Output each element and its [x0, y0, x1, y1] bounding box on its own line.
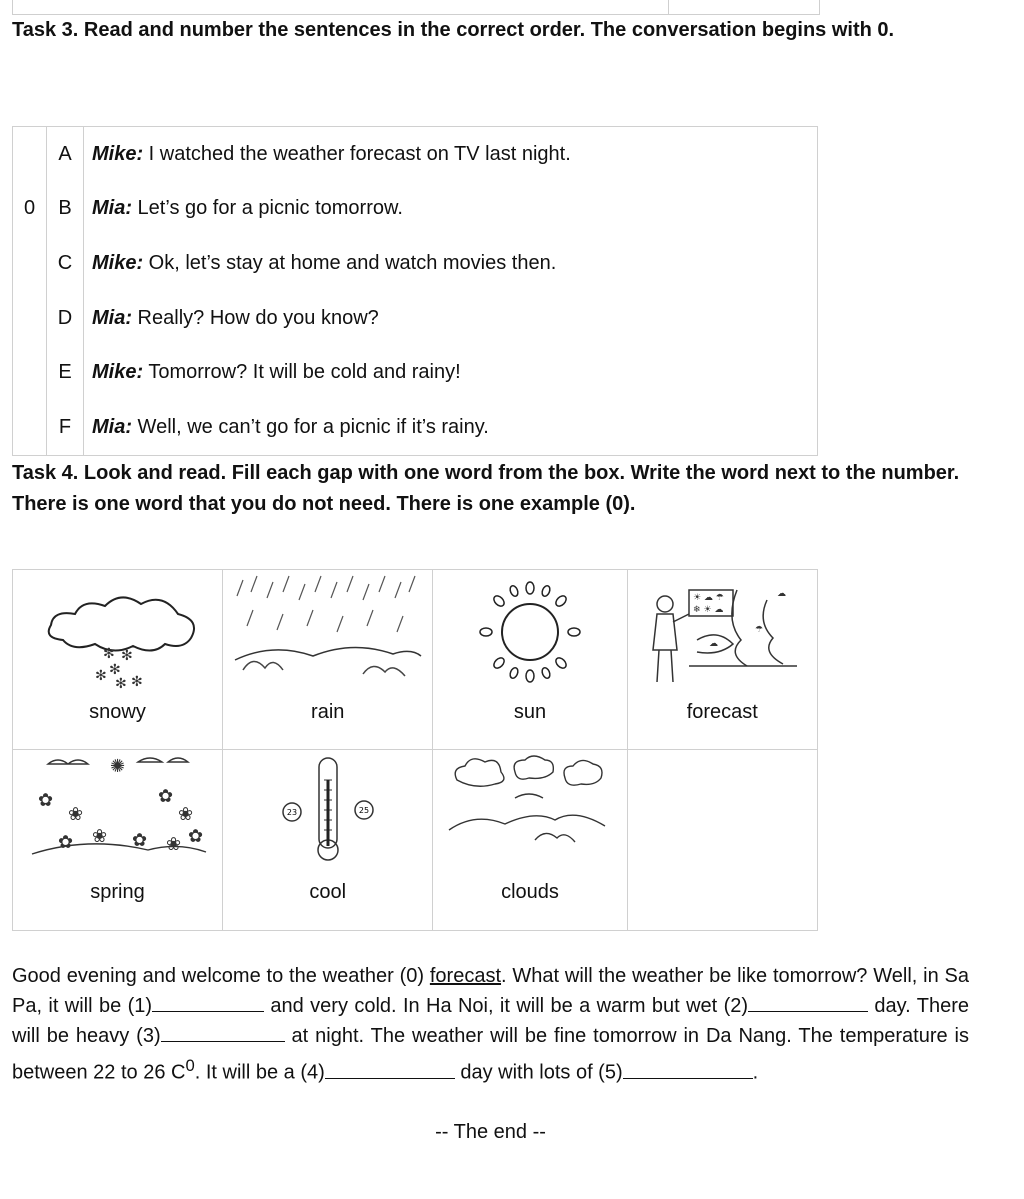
sentence-text: I watched the weather forecast on TV last night.	[143, 142, 571, 165]
word-card-snowy	[13, 570, 223, 750]
sentence-text: Tomorrow? It will be cold and rainy!	[143, 361, 461, 384]
clouds-icon	[445, 750, 615, 875]
svg-text:☁: ☁	[777, 589, 787, 599]
dialogue-table	[12, 126, 818, 456]
svg-text:✻: ✻	[120, 648, 133, 664]
passage-text: at night. The weather will be fine tomorrow in Da Nang. The temperature is between 22 to 26 C	[12, 1025, 969, 1084]
sentence-text: Ok, let’s stay at home and watch movies then.	[143, 251, 557, 274]
passage-text: . It will be a (4)	[194, 1061, 325, 1084]
order-number[interactable]: 0	[13, 182, 47, 237]
svg-text:✻: ✻	[130, 674, 143, 690]
sentence-letter: C	[47, 236, 84, 291]
word-label: spring	[90, 881, 145, 903]
dialogue-row	[13, 182, 818, 237]
word-card-rain	[223, 570, 433, 750]
sentence	[84, 400, 818, 455]
svg-text:✺: ✺	[109, 756, 125, 777]
thermo-right-value: 25	[358, 806, 369, 815]
sentence-letter: F	[47, 400, 84, 455]
sentence	[84, 291, 818, 346]
dialogue-row	[13, 400, 818, 455]
gap-2[interactable]	[748, 993, 868, 1012]
gap-4[interactable]	[325, 1060, 455, 1079]
speaker: Mia:	[92, 306, 132, 329]
word-card-sun	[433, 570, 627, 750]
passage	[12, 961, 969, 1088]
dialogue-row	[13, 236, 818, 291]
word-label: snowy	[89, 701, 146, 723]
dialogue-row	[13, 345, 818, 400]
svg-text:❀: ❀	[67, 804, 83, 825]
order-number[interactable]	[13, 400, 47, 455]
sun-icon	[470, 570, 590, 695]
speaker: Mia:	[92, 415, 132, 438]
task4-heading: Task 4. Look and read. Fill each gap with one word from the box. Write the word next to the number. There is one word that you do not need. There is one example (0).	[12, 462, 960, 515]
gap-5[interactable]	[623, 1060, 753, 1079]
gap-1[interactable]	[152, 993, 264, 1012]
passage-text: .	[752, 1061, 759, 1084]
sentence-text: Really? How do you know?	[132, 306, 379, 329]
word-picture-box	[12, 569, 818, 931]
svg-text:☀ ☁ ☂: ☀ ☁ ☂	[693, 593, 725, 603]
speaker: Mia:	[92, 197, 132, 220]
sentence-text: Let’s go for a picnic tomorrow.	[132, 197, 403, 220]
svg-text:✿: ✿	[131, 830, 147, 851]
word-card-cool	[223, 750, 433, 931]
snowy-cloud-icon	[33, 570, 203, 695]
thermometer-icon	[278, 750, 378, 875]
passage-text: . What will the weather be like tomorrow? Well, in Sa Pa, it will be (1)	[12, 965, 969, 1017]
word-card-forecast	[627, 570, 817, 750]
sentence-letter: A	[47, 127, 84, 182]
passage-text: day. There will be heavy (3)	[12, 995, 970, 1047]
dialogue-row	[13, 291, 818, 346]
word-card-clouds	[433, 750, 627, 931]
svg-text:☁: ☁	[709, 639, 719, 649]
word-card-spring	[13, 750, 223, 931]
thermo-left-value: 23	[286, 808, 297, 817]
passage-text: day with lots of (5)	[454, 1061, 623, 1084]
spring-flowers-icon	[28, 750, 208, 875]
svg-text:☂: ☂	[755, 625, 764, 635]
passage-text: Good evening and welcome to the weather (0)	[12, 965, 430, 987]
svg-text:✻: ✻	[102, 646, 115, 662]
word-label: cool	[309, 881, 347, 903]
svg-text:✿: ✿	[157, 786, 173, 807]
order-number[interactable]	[13, 291, 47, 346]
word-label: clouds	[501, 881, 559, 903]
gap-3[interactable]	[161, 1023, 285, 1042]
svg-text:❀: ❀	[177, 804, 193, 825]
svg-text:✻: ✻	[108, 662, 121, 678]
order-number[interactable]	[13, 127, 47, 182]
word-label: forecast	[686, 701, 758, 723]
word-label: sun	[513, 701, 547, 723]
word-label: rain	[311, 701, 345, 723]
sentence	[84, 236, 818, 291]
svg-text:❄ ☀ ☁: ❄ ☀ ☁	[693, 605, 724, 615]
rain-icon	[233, 570, 423, 695]
top-table-edge	[12, 0, 820, 15]
order-number[interactable]	[13, 236, 47, 291]
sentence	[84, 127, 818, 182]
degree-mark: 0	[185, 1056, 195, 1075]
sentence-letter: E	[47, 345, 84, 400]
svg-text:❀: ❀	[165, 834, 181, 855]
empty-card	[627, 750, 817, 931]
svg-text:❀: ❀	[91, 826, 107, 847]
weather-presenter-icon	[637, 570, 807, 695]
sentence	[84, 345, 818, 400]
svg-text:✿: ✿	[37, 790, 53, 811]
speaker: Mike:	[92, 142, 144, 165]
order-number[interactable]	[13, 345, 47, 400]
speaker: Mike:	[92, 251, 144, 274]
sentence	[84, 182, 818, 237]
sentence-letter: B	[47, 182, 84, 237]
sentence-letter: D	[47, 291, 84, 346]
the-end: -- The end --	[435, 1121, 546, 1143]
sentence-text: Well, we can’t go for a picnic if it’s rainy.	[132, 415, 489, 438]
dialogue-row	[13, 127, 818, 182]
svg-text:✿: ✿	[57, 832, 73, 853]
svg-text:✻: ✻	[114, 676, 127, 692]
passage-text: and very cold. In Ha Noi, it will be a warm but wet (2)	[264, 995, 749, 1017]
svg-text:✻: ✻	[94, 668, 107, 684]
svg-text:✿: ✿	[187, 826, 203, 847]
speaker: Mike:	[92, 361, 144, 384]
task3-heading: Task 3. Read and number the sentences in the correct order. The conversation begins with 0.	[12, 19, 895, 41]
example-answer: forecast	[429, 965, 502, 987]
